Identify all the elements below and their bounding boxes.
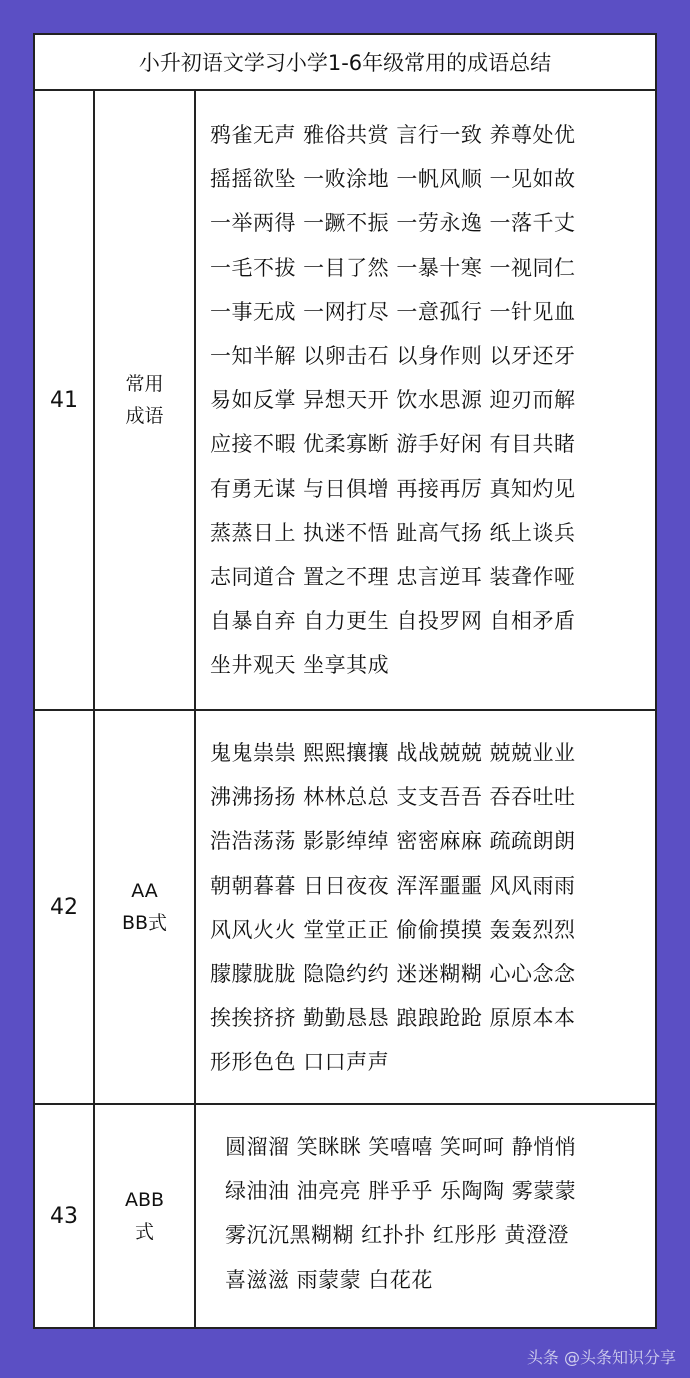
idiom-line: 朝朝暮暮 日日夜夜 浑浑噩噩 风风雨雨 [210,873,576,898]
idiom-line: 绿油油 油亮亮 胖乎乎 乐陶陶 雾蒙蒙 [225,1179,577,1204]
watermark: 头条 @头条知识分享 [526,1348,676,1367]
row-category [95,1105,196,1327]
idiom-line: 喜滋滋 雨蒙蒙 白花花 [225,1267,433,1292]
idiom-line: 蒸蒸日上 执迷不悟 趾高气扬 纸上谈兵 [210,520,576,545]
row-category [95,91,196,709]
idiom-line: 沸沸扬扬 林林总总 支支吾吾 吞吞吐吐 [210,785,576,810]
row-number: 42 [35,711,95,1103]
idiom-line: 鸦雀无声 雅俗共赏 言行一致 养尊处优 [210,123,576,147]
table-row [35,711,655,1105]
idiom-line: 自暴自弃 自力更生 自投罗网 自相矛盾 [210,609,576,634]
idiom-line: 一知半解 以卵击石 以身作则 以牙还牙 [210,343,576,368]
idiom-line: 浩浩荡荡 影影绰绰 密密麻麻 疏疏朗朗 [210,829,576,854]
idiom-line: 应接不暇 优柔寡断 游手好闲 有目共睹 [210,432,576,457]
category-line: AA [131,880,158,902]
table-row [35,91,655,711]
row-category [95,711,196,1103]
category-line: 成语 [125,405,164,427]
category-line: ABB [124,1189,165,1211]
category-line: 式 [134,1221,154,1243]
idiom-line: 有勇无谋 与日俱增 再接再厉 真知灼见 [210,476,576,501]
row-number: 43 [35,1105,95,1327]
category-line: 常用 [125,373,164,395]
idiom-line: 挨挨挤挤 勤勤恳恳 踉踉跄跄 原原本本 [210,1006,576,1031]
idiom-line: 一毛不拔 一目了然 一暴十寒 一视同仁 [210,255,576,280]
idiom-line: 一事无成 一网打尽 一意孤行 一针见血 [210,299,576,324]
idiom-line: 一举两得 一蹶不振 一劳永逸 一落千丈 [210,211,576,236]
idiom-list [210,731,655,1085]
idiom-line: 易如反掌 异想天开 饮水思源 迎刃而解 [210,388,576,413]
idiom-line: 朦朦胧胧 隐隐约约 迷迷糊糊 心心念念 [210,961,576,986]
idiom-line: 摇摇欲坠 一败涂地 一帆风顺 一见如故 [210,167,576,192]
table-row [35,1105,655,1327]
idiom-line: 圆溜溜 笑眯眯 笑嘻嘻 笑呵呵 静悄悄 [225,1135,577,1159]
idiom-table [33,33,657,1329]
category-line: BB式 [121,912,168,934]
idiom-line: 雾沉沉黑糊糊 红扑扑 红彤彤 黄澄澄 [225,1223,570,1248]
idiom-line: 鬼鬼祟祟 熙熙攘攘 战战兢兢 兢兢业业 [210,741,576,765]
idiom-list [225,1125,655,1302]
idiom-line: 形形色色 口口声声 [210,1050,390,1075]
table-title: 小升初语文学习小学1-6年级常用的成语总结 [35,35,655,91]
idiom-list [210,113,655,687]
row-number: 41 [35,91,95,709]
idiom-line: 风风火火 堂堂正正 偷偷摸摸 轰轰烈烈 [210,917,576,942]
idiom-line: 坐井观天 坐享其成 [210,653,390,678]
idiom-line: 志同道合 置之不理 忠言逆耳 装聋作哑 [210,564,576,589]
